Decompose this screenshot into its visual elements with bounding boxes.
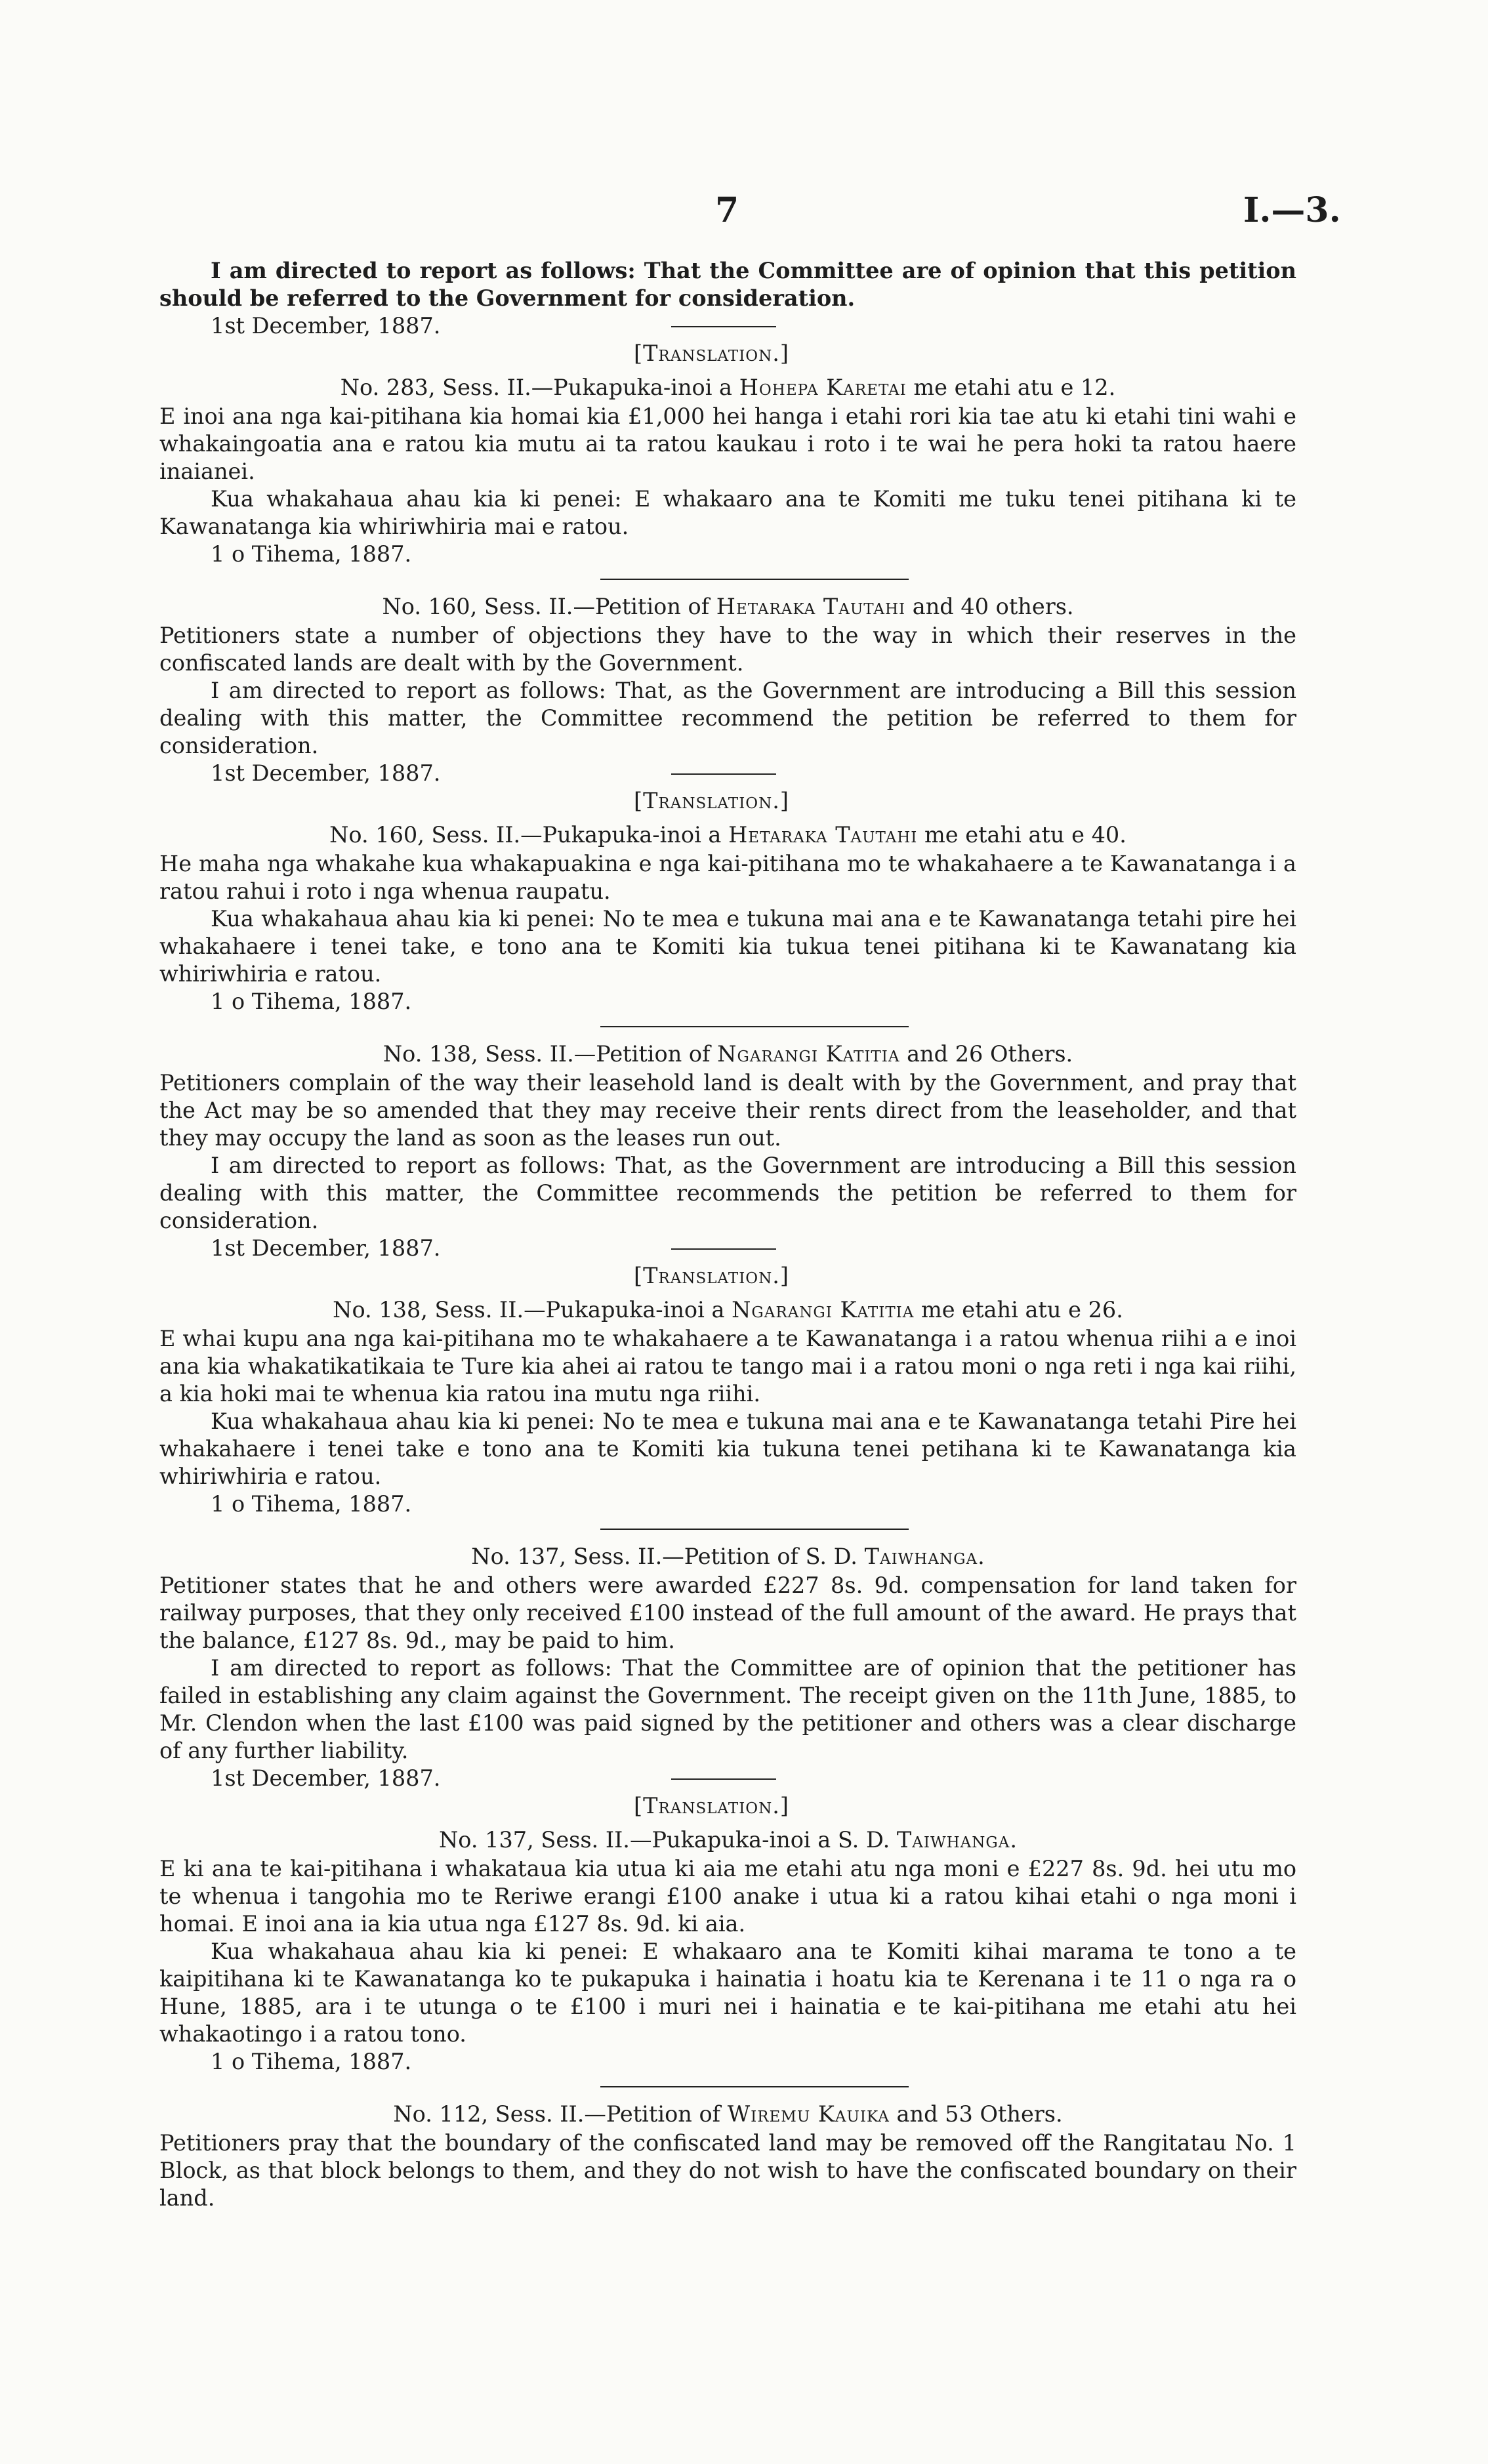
petitioner-name: Taiwhanga — [864, 1544, 978, 1569]
translation-label: [Translation.] — [634, 340, 789, 366]
report-date — [159, 1235, 1296, 1262]
text-column — [159, 257, 1296, 2212]
short-divider — [671, 1778, 776, 1780]
committee-report: Kua whakahaua ahau kia ki penei: No te mea e tukuna mai ana e te Kawanatanga tetahi Pire hei whakahaere i tenei take e tono ana te Komiti kia tukuna tenei petihana ki te Kawanatanga kia whiriwhiria e ratou. — [159, 1408, 1296, 1489]
petitioner-name: Ngarangi Katitia — [732, 1297, 915, 1323]
petitioner-name: Taiwhanga — [896, 1827, 1010, 1853]
title-prefix: No. 160, Sess. II.—Pukapuka-inoi a — [329, 822, 729, 848]
section-divider — [600, 579, 909, 580]
title-suffix: . — [1010, 1827, 1018, 1853]
date-text: 1 o Tihema, 1887. — [211, 989, 412, 1014]
petitioner-name: Ngarangi Katitia — [717, 1041, 900, 1067]
date-text: 1st December, 1887. — [211, 313, 441, 339]
translation-label: [Translation.] — [634, 1793, 789, 1818]
petition-list — [159, 340, 1296, 2212]
petition-title — [159, 593, 1296, 621]
report-date — [159, 2048, 1296, 2076]
petition-summary: Petitioners pray that the boundary of the confiscated land may be removed off the Rangitatau No. 1 Block, as that block belongs to them, and they do not wish to have the confiscated boundary on their land. — [159, 2130, 1296, 2211]
short-divider — [671, 326, 776, 327]
title-prefix: No. 138, Sess. II.—Petition of — [382, 1041, 718, 1067]
committee-report: I am directed to report as follows: That the Committee are of opinion that the petitioner has failed in establishing any claim against the Government. The receipt given on the 11th June, 1885, to Mr. Clendon when the last £100 was paid signed by the petitioner and others was a clear discharge of any further liability. — [159, 1655, 1296, 1763]
petition-title — [159, 1543, 1296, 1571]
report-date — [159, 541, 1296, 568]
date-text: 1 o Tihema, 1887. — [211, 1491, 412, 1517]
title-suffix: and 53 Others. — [889, 2101, 1063, 2127]
date-text: 1st December, 1887. — [211, 760, 441, 786]
short-divider — [671, 1248, 776, 1250]
committee-report: Kua whakahaua ahau kia ki penei: No te mea e tukuna mai ana e te Kawanatanga tetahi pire hei whakahaere i tenei take, e tono ana te Komiti kia tukua tenei pitihana ki te Kawanatang kia whiriwhiria e ratou. — [159, 906, 1296, 987]
translation-label: [Translation.] — [634, 788, 789, 813]
date-text: 1st December, 1887. — [211, 1235, 441, 1261]
page-number: 7 — [715, 190, 739, 230]
date-text: 1st December, 1887. — [211, 1765, 441, 1791]
petition-title — [159, 2101, 1296, 2128]
petition-summary: Petitioners complain of the way their leasehold land is dealt with by the Government, and pray that the Act may be so amended that they may receive their rents direct from the leaseholder, and that they may occupy the land as soon as the leases run out. — [159, 1070, 1296, 1151]
intro-date — [159, 312, 1296, 340]
section-divider — [600, 2086, 909, 2087]
report-date — [159, 1490, 1296, 1518]
petition-title — [159, 374, 1296, 401]
date-text: 1 o Tihema, 1887. — [211, 541, 412, 567]
petitioner-name: Hohepa Karetai — [739, 375, 907, 400]
title-suffix: me etahi atu e 12. — [906, 375, 1116, 400]
title-prefix: No. 137, Sess. II.—Petition of S. D. — [471, 1544, 865, 1569]
petition-summary: E inoi ana nga kai-pitihana kia homai kia £1,000 hei hanga i etahi rori kia tae atu ki etahi tini wahi e whakaingoatia ana e ratou kia mutu ai ta ratou kaukau i roto i te wai he pera hoki ta ratou haere inaianei. — [159, 403, 1296, 484]
title-prefix: No. 137, Sess. II.—Pukapuka-inoi a S. D. — [438, 1827, 897, 1853]
committee-report: I am directed to report as follows: That, as the Government are introducing a Bill this session dealing with this matter, the Committee recommend the petition be referred to them for consideration. — [159, 678, 1296, 758]
section-divider — [600, 1529, 909, 1530]
committee-report: I am directed to report as follows: That, as the Government are introducing a Bill this session dealing with this matter, the Committee recommends the petition be referred to them for consideration. — [159, 1153, 1296, 1233]
intro-report: I am directed to report as follows: That the Committee are of opinion that this petition should be referred to the Government for consideration. — [159, 258, 1296, 311]
title-suffix: me etahi atu e 26. — [914, 1297, 1123, 1323]
petition-summary: Petitioner states that he and others were awarded £227 8s. 9d. compensation for land taken for railway purposes, that they only received £100 instead of the full amount of the award. He prays that the balance, £127 8s. 9d., may be paid to him. — [159, 1572, 1296, 1653]
petition-title — [159, 1296, 1296, 1324]
short-divider — [671, 773, 776, 775]
petition-summary: E ki ana te kai-pitihana i whakataua kia utua ki aia me etahi atu nga moni e £227 8s. 9d. hei utu mo te whenua i tangohia mo te Reriwe erangi £100 anake i utua ki a ratou kihai etahi o nga moni i homai. E inoi ana ia kia utua nga £127 8s. 9d. ki aia. — [159, 1856, 1296, 1937]
title-suffix: and 40 others. — [905, 594, 1074, 619]
report-date — [159, 988, 1296, 1016]
petitioner-name: Hetaraka Tautahi — [728, 822, 918, 848]
title-suffix: and 26 Others. — [899, 1041, 1073, 1067]
report-date — [159, 1765, 1296, 1792]
committee-report: Kua whakahaua ahau kia ki penei: E whakaaro ana te Komiti kihai marama te tono a te kaipitihana ki te Kawanatanga ko te pukapuka i hainatia i hoatu kia te Kerenana i te 11 o nga ra o Hune, 1885, ara i te utunga o te £100 i muri nei i hainatia e te kai-pitihana me etahi atu hei whakaotingo i a ratou tono. — [159, 1939, 1296, 2047]
petition-summary: E whai kupu ana nga kai-pitihana mo te whakahaere a te Kawanatanga i a ratou whenua riihi a e inoi ana kia whakatikatikaia te Ture kia ahei ai ratou te tango mai i a ratou moni o nga reti i nga kai riihi, a kia hoki mai te whenua kia ratou ina mutu nga riihi. — [159, 1326, 1296, 1407]
petition-title — [159, 821, 1296, 849]
translation-label: [Translation.] — [634, 1263, 789, 1288]
petition-title — [159, 1826, 1296, 1854]
title-prefix: No. 283, Sess. II.—Pukapuka-inoi a — [340, 375, 739, 400]
title-prefix: No. 112, Sess. II.—Petition of — [393, 2101, 728, 2127]
title-prefix: No. 138, Sess. II.—Pukapuka-inoi a — [333, 1297, 732, 1323]
petition-title — [159, 1040, 1296, 1068]
title-suffix: . — [978, 1544, 985, 1569]
title-suffix: me etahi atu e 40. — [917, 822, 1126, 848]
committee-report: Kua whakahaua ahau kia ki penei: E whakaaro ana te Komiti me tuku tenei pitihana ki te Kawanatanga kia whiriwhiria mai e ratou. — [159, 486, 1296, 539]
section-divider — [600, 1026, 909, 1027]
report-date — [159, 760, 1296, 787]
petitioner-name: Wiremu Kauika — [727, 2101, 890, 2127]
petition-summary: He maha nga whakahe kua whakapuakina e nga kai-pitihana mo te whakahaere a te Kawanatanga i a ratou rahui i roto i nga whenua raupatu. — [159, 851, 1296, 904]
document-reference: I.—3. — [1243, 190, 1341, 230]
title-prefix: No. 160, Sess. II.—Petition of — [382, 594, 716, 619]
petition-summary: Petitioners state a number of objections they have to the way in which their reserves in the confiscated lands are dealt with by the Government. — [159, 623, 1296, 676]
date-text: 1 o Tihema, 1887. — [211, 2049, 412, 2074]
petitioner-name: Hetaraka Tautahi — [716, 594, 906, 619]
